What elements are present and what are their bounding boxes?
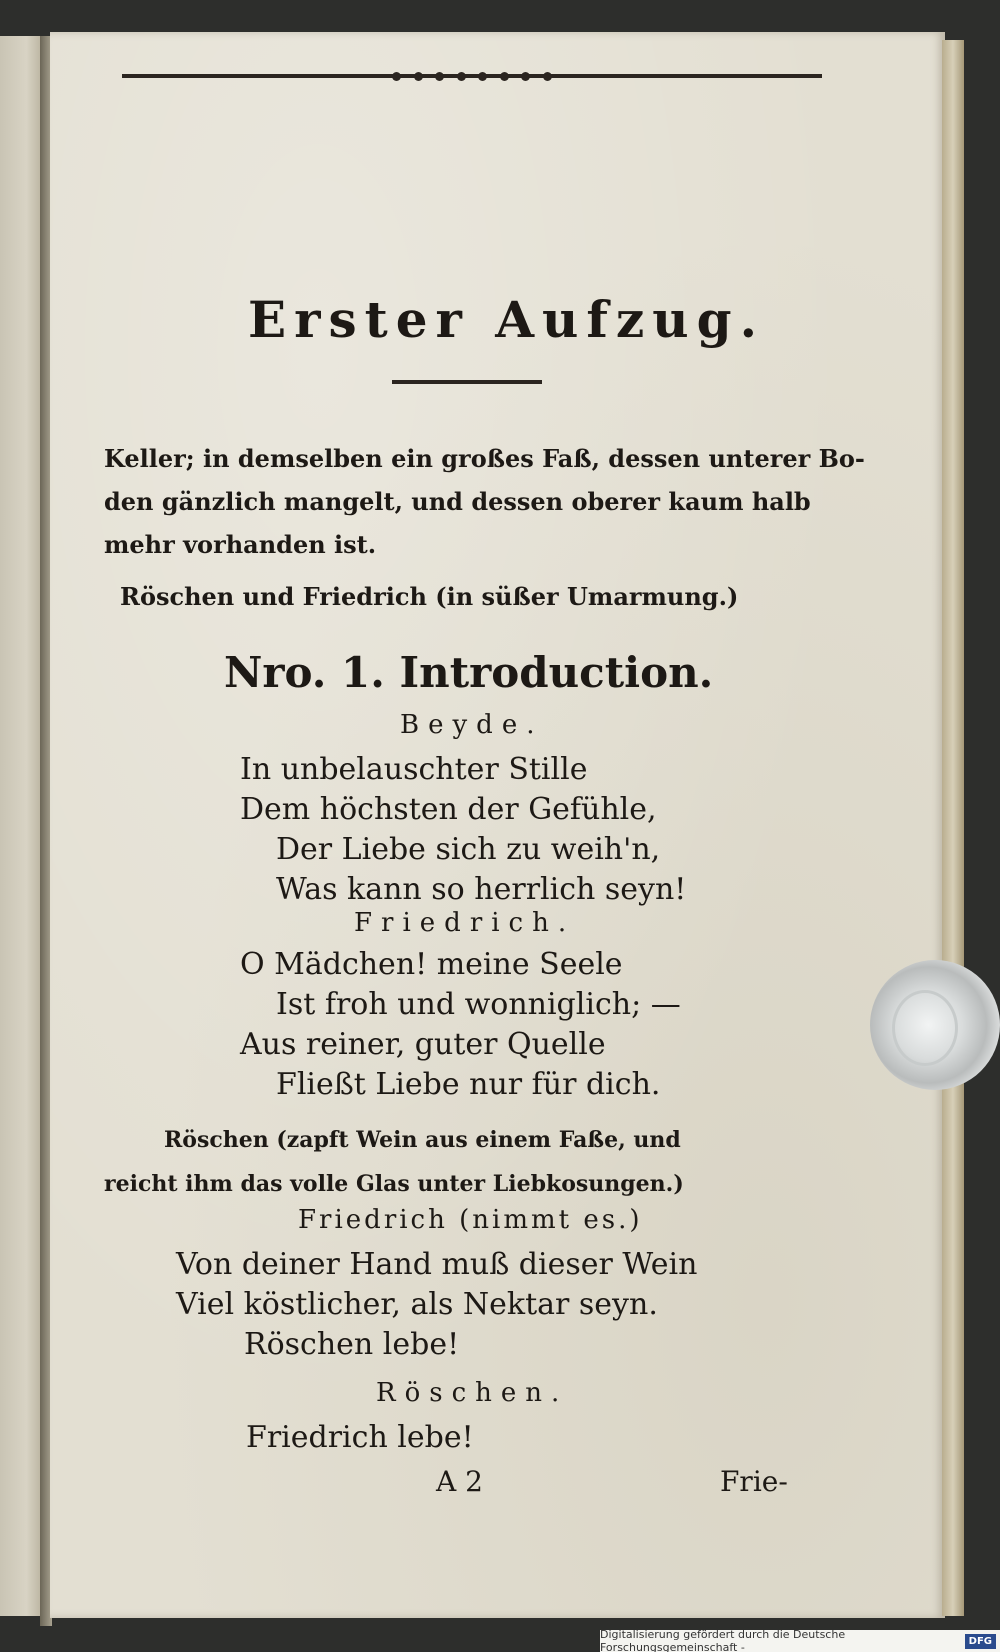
verse-line: Viel köstlicher, als Nektar seyn. xyxy=(176,1287,658,1322)
verse-line: Dem höchsten der Gefühle, xyxy=(240,792,657,827)
digitization-credit xyxy=(600,1630,1000,1652)
right-page-edge xyxy=(942,40,964,1616)
verse-line: Fließt Liebe nur für dich. xyxy=(276,1067,661,1102)
page-clip-ring xyxy=(892,990,958,1066)
verse-line: Von deiner Hand muß dieser Wein xyxy=(176,1247,698,1282)
act-title: Erster Aufzug. xyxy=(248,290,766,349)
header-ornament xyxy=(392,68,552,84)
verse-line: Friedrich lebe! xyxy=(246,1420,474,1455)
characters-line: Röschen und Friedrich (in süßer Umarmung.) xyxy=(120,582,739,611)
direction-line: reicht ihm das volle Glas unter Liebkosungen.) xyxy=(104,1171,684,1197)
verse-block xyxy=(246,1418,474,1458)
stage-direction xyxy=(104,437,865,566)
catchword: Frie- xyxy=(720,1465,788,1498)
stage-direction-inline xyxy=(104,1118,684,1206)
speaker-label: Röschen. xyxy=(376,1378,569,1408)
speaker-label: Beyde. xyxy=(400,710,544,740)
verse-line: Aus reiner, guter Quelle xyxy=(240,1027,606,1062)
stage-direction-line: den gänzlich mangelt, und dessen oberer kaum halb xyxy=(104,487,811,516)
verse-block xyxy=(240,750,686,910)
verse-block xyxy=(240,945,681,1105)
signature-mark: A 2 xyxy=(436,1465,483,1498)
verse-line: Was kann so herrlich seyn! xyxy=(276,872,687,907)
speaker-label: Friedrich (nimmt es.) xyxy=(298,1205,643,1235)
speaker-label: Friedrich. xyxy=(354,908,576,938)
dfg-logo: DFG xyxy=(965,1634,996,1649)
verse-block xyxy=(176,1245,697,1365)
verse-line: In unbelauschter Stille xyxy=(240,752,588,787)
direction-line: Röschen (zapft Wein aus einem Faße, und xyxy=(164,1127,681,1153)
title-rule xyxy=(392,380,542,384)
stage-direction-line: Keller; in demselben ein großes Faß, dessen unterer Bo- xyxy=(104,444,865,473)
credit-text: Digitalisierung gefördert durch die Deutsche Forschungsgemeinschaft - xyxy=(600,1628,846,1652)
verse-line: O Mädchen! meine Seele xyxy=(240,947,623,982)
number-title: Nro. 1. Introduction. xyxy=(224,648,714,697)
verse-line: Ist froh und wonniglich; — xyxy=(276,987,681,1022)
stage-direction-line: mehr vorhanden ist. xyxy=(104,530,377,559)
verse-line: Röschen lebe! xyxy=(244,1327,460,1362)
verse-line: Der Liebe sich zu weih'n, xyxy=(276,832,661,867)
left-page-edge xyxy=(0,36,44,1616)
